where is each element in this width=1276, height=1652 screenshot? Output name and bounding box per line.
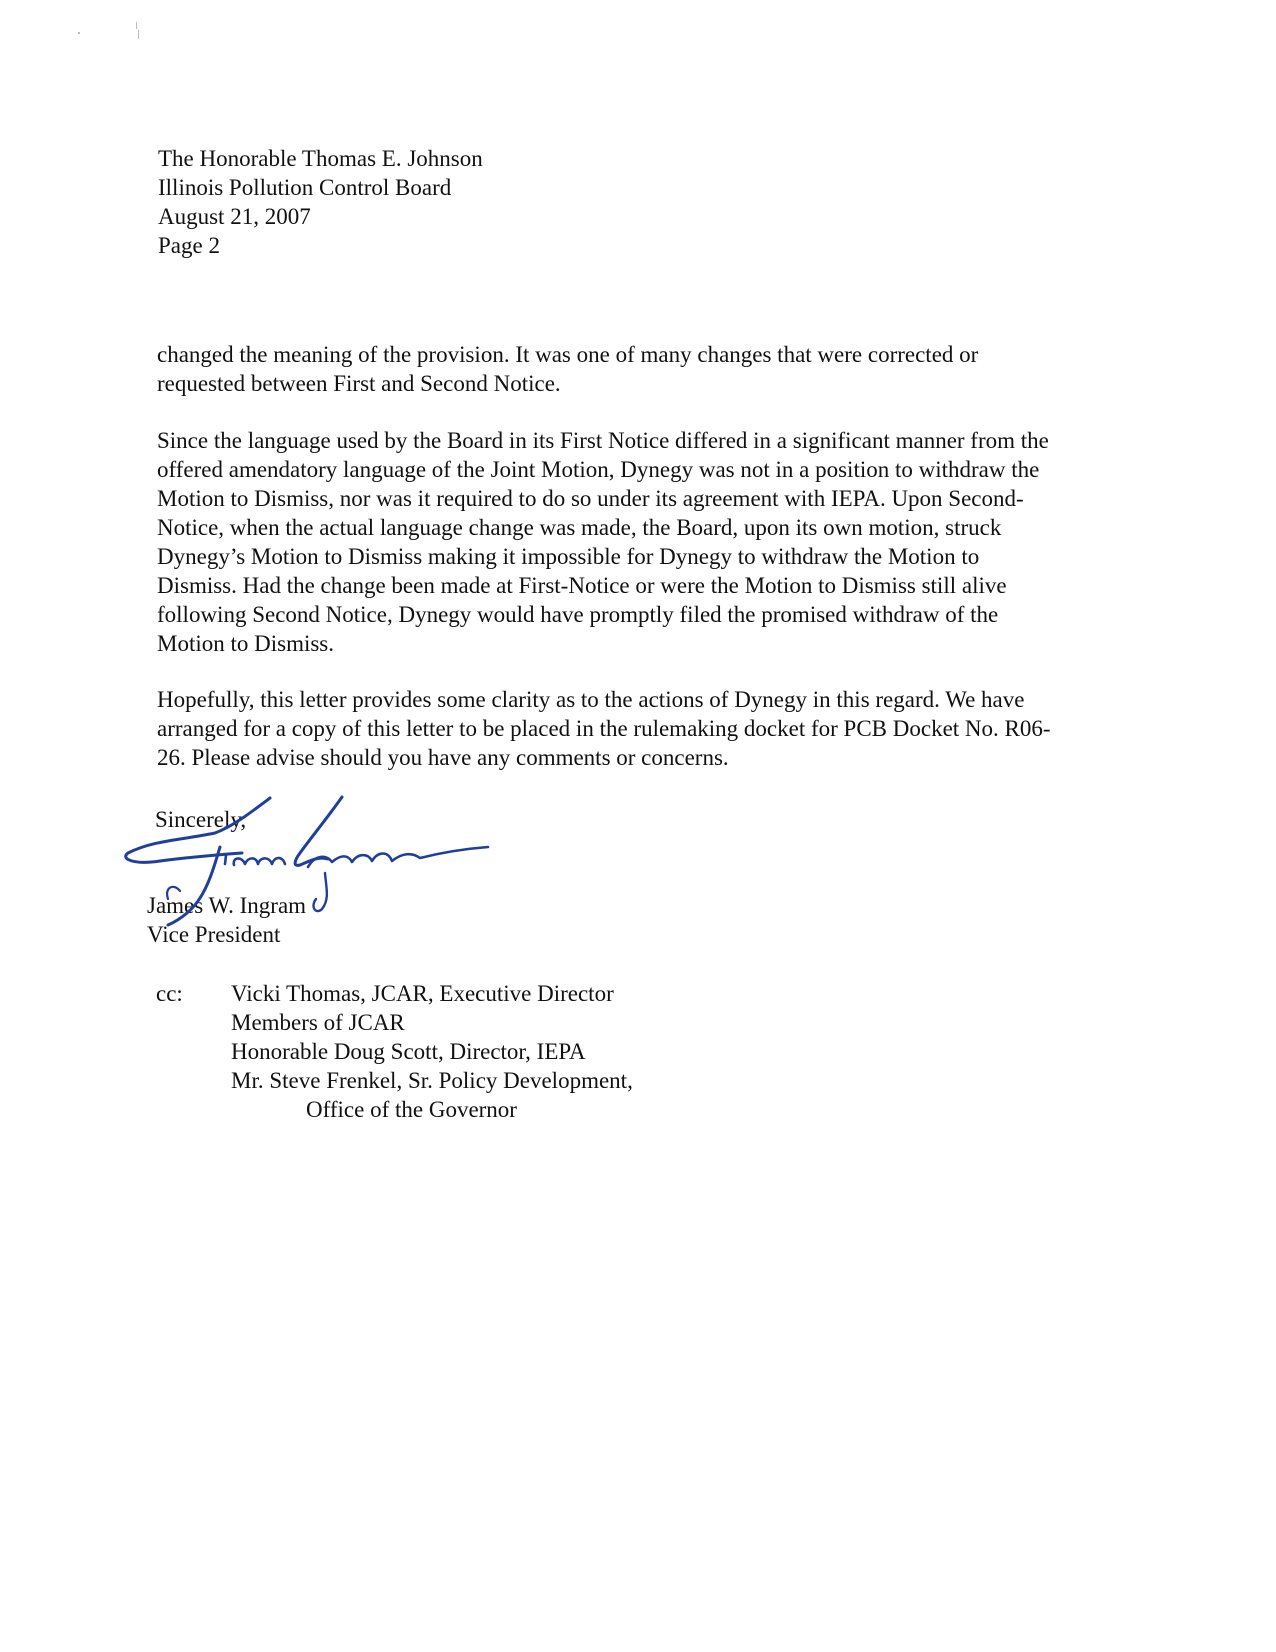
paragraph-line: Hopefully, this letter provides some clarity as to the actions of Dynegy in this regard. We have (157, 687, 1025, 712)
signature-stroke (308, 847, 488, 867)
signature-stroke (167, 887, 180, 899)
signature-stroke (314, 873, 327, 911)
signature-stroke (126, 798, 270, 862)
paragraph-line: Dynegy’s Motion to Dismiss making it impossible for Dynegy to withdraw the Motion to (157, 544, 980, 569)
scan-speck (138, 30, 139, 39)
scan-speck (136, 22, 137, 29)
cc-recipient: Members of JCAR (231, 1010, 405, 1035)
recipient-name: The Honorable Thomas E. Johnson (158, 146, 483, 171)
cc-recipient: Vicki Thomas, JCAR, Executive Director (231, 981, 614, 1006)
cc-recipient-list (231, 979, 931, 1124)
paragraph-line: 26. Please advise should you have any comments or concerns. (157, 745, 729, 770)
signer-name: James W. Ingram (147, 893, 307, 918)
page-number: Page 2 (158, 233, 220, 258)
signer-title: Vice President (147, 922, 281, 947)
paragraph-line: requested between First and Second Notice. (157, 371, 561, 396)
letter-header (158, 144, 858, 260)
cc-recipient: Honorable Doug Scott, Director, IEPA (231, 1039, 586, 1064)
paragraph-line: following Second Notice, Dynegy would have promptly filed the promised withdraw of the (157, 602, 999, 627)
paragraph-line: arranged for a copy of this letter to be placed in the rulemaking docket for PCB Docket No. R06- (157, 716, 1051, 741)
paragraph-line: changed the meaning of the provision. It was one of many changes that were corrected or (157, 342, 979, 367)
recipient-organization: Illinois Pollution Control Board (158, 175, 452, 200)
body-paragraph-3 (157, 685, 1137, 772)
paragraph-line: Since the language used by the Board in its First Notice differed in a significant manner from the (157, 428, 1049, 453)
paragraph-line: offered amendatory language of the Joint Motion, Dynegy was not in a position to withdraw the (157, 457, 1040, 482)
body-paragraph-1 (157, 340, 1137, 398)
paragraph-line: Notice, when the actual language change was made, the Board, upon its own motion, struck (157, 515, 1002, 540)
signature-stroke (295, 797, 342, 865)
paragraph-line: Motion to Dismiss, nor was it required to do so under its agreement with IEPA. Upon Second- (157, 486, 1024, 511)
scan-speck (78, 32, 80, 34)
body-paragraph-2 (157, 426, 1137, 658)
signature-stroke (225, 855, 285, 865)
letter-date: August 21, 2007 (158, 204, 311, 229)
paragraph-line: Motion to Dismiss. (157, 631, 335, 656)
handwritten-signature (120, 795, 500, 935)
cc-recipient-continuation: Office of the Governor (306, 1097, 517, 1122)
cc-recipient: Mr. Steve Frenkel, Sr. Policy Development, (231, 1068, 633, 1093)
paragraph-line: Dismiss. Had the change been made at First-Notice or were the Motion to Dismiss still alive (157, 573, 1007, 598)
closing-salutation: Sincerely, (155, 807, 247, 832)
cc-label: cc: (156, 981, 183, 1006)
